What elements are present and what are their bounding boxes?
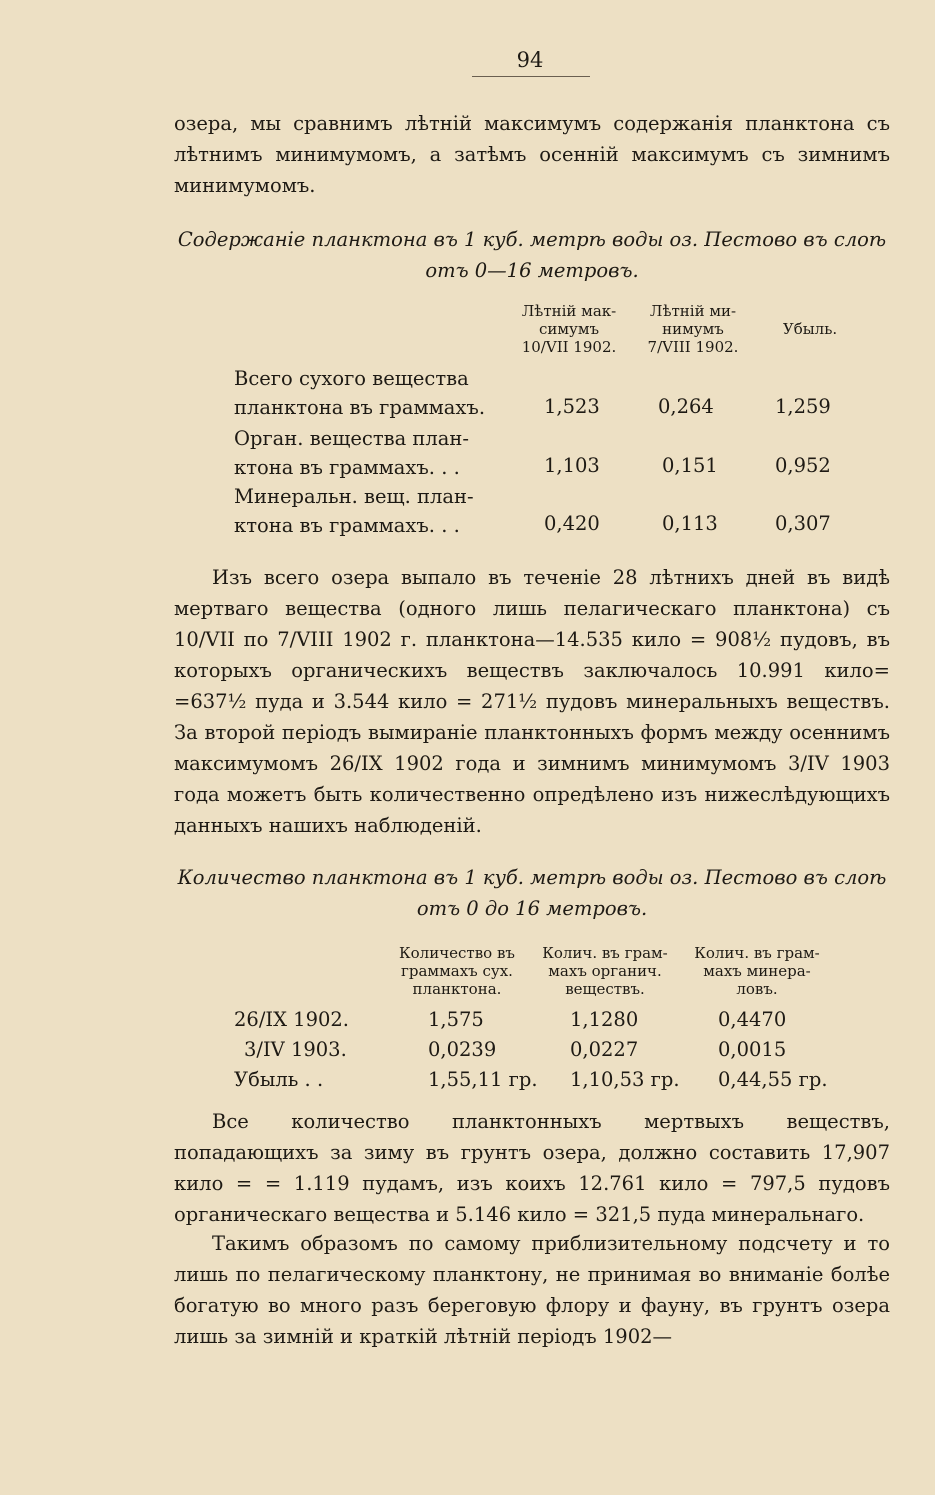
table1-row2-col3: 0,952: [775, 454, 831, 477]
table2-header-col2-line2: махъ органич.: [548, 962, 662, 980]
table2-header-col3-line3: ловъ.: [736, 980, 778, 998]
table2-row3-col1: 1,55,11 гр.: [428, 1068, 538, 1091]
table1-caption: [174, 224, 890, 286]
page-number: 94: [516, 48, 544, 72]
table1-header-col2-line3: 7/VIII 1902.: [647, 338, 739, 356]
table2-row2-col3: 0,0015: [718, 1038, 787, 1061]
table2-row1-col2: 1,1280: [570, 1008, 639, 1031]
table2-row1-col1: 1,575: [428, 1008, 484, 1031]
table2-header-col3-line1: Колич. въ грам-: [694, 944, 820, 962]
table1-row3-label-line1: Минеральн. вещ. план-: [234, 485, 474, 508]
table1-header-col1-line3: 10/VII 1902.: [521, 338, 617, 356]
header-rule: [472, 76, 590, 77]
table1-row3-col3: 0,307: [775, 512, 831, 535]
table1-header-col3-line1: Убыль.: [782, 320, 838, 338]
table1-row1-col1: 1,523: [544, 395, 600, 418]
table2-row1-col3: 0,4470: [718, 1008, 787, 1031]
table2-row2-col2: 0,0227: [570, 1038, 639, 1061]
table2-caption-line2: отъ 0 до 16 метровъ.: [416, 897, 648, 920]
table1-row2-col1: 1,103: [544, 454, 600, 477]
table1-row-label: [234, 424, 506, 482]
table1-row3-label-line2: ктона въ граммахъ. . .: [234, 514, 460, 537]
table2-row3-label: Убыль . .: [234, 1068, 324, 1091]
table1-row1-col2: 0,264: [658, 395, 714, 418]
table1-row1-col3: 1,259: [775, 395, 831, 418]
table2-header-col2-line3: веществъ.: [565, 980, 645, 998]
table1-header-col3: [760, 320, 860, 338]
table1-header-col1-line1: Лѣтній мак-: [521, 302, 617, 320]
table2-header-col2-line1: Колич. въ грам-: [542, 944, 668, 962]
table1-row2-label-line2: ктона въ граммахъ. . .: [234, 456, 460, 479]
table2-header-col1-line2: граммахъ сух.: [401, 962, 513, 980]
table1-row2-label-line1: Орган. вещества план-: [234, 427, 469, 450]
table2-row2-col1: 0,0239: [428, 1038, 497, 1061]
table1-header-col2: [632, 302, 754, 356]
paragraph-3: Все количество планктонныхъ мертвыхъ веществъ, попадающихъ за зиму въ грунтъ озера, должно составить 17,907 кило = = 1.119 пудамъ, изъ коихъ 12.761 кило = 797,5 пудовъ органическаго вещества и 5.146 кило = 321,5 пуда минеральнаго.: [174, 1110, 890, 1226]
table2-caption-line1: Количество планктона въ 1 куб. метрѣ воды оз. Пестово въ слоѣ: [177, 866, 887, 889]
paragraph-2: Изъ всего озера выпало въ теченіе 28 лѣтнихъ дней въ видѣ мертваго вещества (одного лишь пелагическаго планктона) съ 10/VII по 7/VIII 1902 г. планктона—14.535 кило = 908½ пудовъ, въ которыхъ органическихъ веществъ заключалось 10.991 кило= =637½ пуда и 3.544 кило = 271½ пудовъ минеральныхъ веществъ. За второй періодъ вымираніе планктонныхъ формъ между осеннимъ максимумомъ 26/IX 1902 года и зимнимъ минимумомъ 3/IV 1903 года можетъ быть количественно опредѣлено изъ нижеслѣдующихъ данныхъ нашихъ наблюденій.: [174, 566, 890, 837]
table1-header-col1-line2: симумъ: [538, 320, 600, 338]
table2-header-col3-line2: махъ минера-: [703, 962, 811, 980]
table1-row-label: [234, 364, 506, 422]
table1-caption-line2: отъ 0—16 метровъ.: [425, 259, 639, 282]
paragraph-4: Такимъ образомъ по самому приблизительному подсчету и то лишь по пелагическому планктону, не принимая во вниманіе болѣе богатую во много разъ береговую флору и фауну, въ грунтъ озера лишь за зимній и краткій лѣтній періодъ 1902—: [174, 1232, 890, 1348]
intro-paragraph: озера, мы сравнимъ лѣтній максимумъ содержанія планктона съ лѣтнимъ минимумомъ, а затѣмъ осенній максимумъ съ зимнимъ минимумомъ.: [174, 112, 890, 197]
table2-header-col1: [384, 944, 530, 998]
table1-header-col2-line2: нимумъ: [662, 320, 724, 338]
table1-header-col2-line1: Лѣтній ми-: [649, 302, 737, 320]
table1-row2-col2: 0,151: [662, 454, 718, 477]
table2-caption: [174, 862, 890, 924]
table2-header-col1-line1: Количество въ: [399, 944, 515, 962]
table2-header-col3: [680, 944, 834, 998]
table2-row1-label: 26/IX 1902.: [234, 1008, 349, 1031]
table2-header-col1-line3: планктона.: [412, 980, 502, 998]
table2-row3-col2: 1,10,53 гр.: [570, 1068, 680, 1091]
table1-row1-label-line1: Всего сухого вещества: [234, 367, 469, 390]
table2-row2-label: 3/IV 1903.: [244, 1038, 347, 1061]
table1-row-label: [234, 482, 506, 540]
table1-row3-col1: 0,420: [544, 512, 600, 535]
table1-row1-label-line2: планктона въ граммахъ.: [234, 396, 486, 419]
table1-header-col1: [508, 302, 630, 356]
table2-row3-col3: 0,44,55 гр.: [718, 1068, 828, 1091]
table1-caption-line1: Содержаніе планктона въ 1 куб. метрѣ воды оз. Пестово въ слоѣ: [177, 228, 887, 251]
table1-row3-col2: 0,113: [662, 512, 718, 535]
table2-header-col2: [532, 944, 678, 998]
